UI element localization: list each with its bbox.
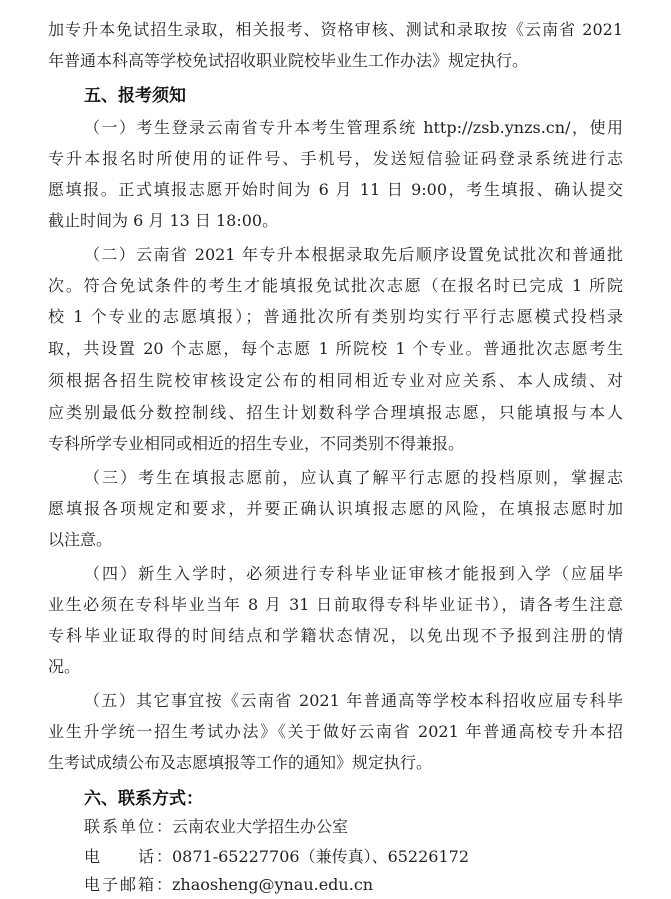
item-2-line-4: 取，共设置 20 个志愿，每个志愿 1 所院校 1 个专业。普通批次志愿考生 bbox=[48, 339, 623, 358]
item-2-line-2: 次。符合免试条件的考生才能填报免试批次志愿（在报名时已完成 1 所院 bbox=[48, 276, 623, 295]
item-4-line-2: 业生必须在专科毕业当年 8 月 31 日前取得专科毕业证书），请各考生注意 bbox=[48, 595, 623, 614]
section-5-heading: 五、报考须知 bbox=[84, 86, 186, 106]
item-1-line-3: 愿填报。正式填报志愿开始时间为 6 月 11 日 9:00，考生填报、确认提交 bbox=[48, 180, 623, 199]
item-4-line-4: 况。 bbox=[48, 657, 81, 676]
item-4-line-3: 专科毕业证取得的时间结点和学籍状态情况，以免出现不予报到注册的情 bbox=[48, 626, 623, 645]
item-5-line-3: 生考试成绩公布及志愿填报等工作的通知》规定执行。 bbox=[48, 753, 433, 772]
intro-line-2: 年普通本科高等学校免试招收职业院校毕业生工作办法》规定执行。 bbox=[48, 51, 529, 70]
contact-unit-label: 联系单位： bbox=[84, 817, 172, 836]
contact-phone-label: 电 话： bbox=[84, 847, 172, 866]
item-3-line-2: 愿填报各项规定和要求，并要正确认识填报志愿的风险，在填报志愿时加 bbox=[48, 499, 623, 518]
intro-line-1: 加专升本免试招生录取，相关报考、资格审核、测试和录取按《云南省 2021 bbox=[48, 20, 623, 39]
item-2-line-1: （二）云南省 2021 年专升本根据录取先后顺序设置免试批次和普通批 bbox=[84, 245, 623, 264]
item-3-line-1: （三）考生在填报志愿前，应认真了解平行志愿的投档原则，掌握志 bbox=[84, 468, 623, 487]
contact-email-row bbox=[84, 875, 373, 895]
contact-email-label: 电子邮箱： bbox=[84, 875, 172, 894]
contact-unit-value: 云南农业大学招生办公室 bbox=[172, 817, 349, 836]
item-1-line-4: 截止时间为 6 月 13 日 18:00。 bbox=[48, 211, 279, 230]
item-1-line-2: 专升本报名时所使用的证件号、手机号，发送短信验证码登录系统进行志 bbox=[48, 149, 623, 168]
item-5-line-1: （五）其它事宜按《云南省 2021 年普通高等学校本科招收应届专科毕 bbox=[84, 691, 623, 710]
item-4-line-1: （四）新生入学时，必须进行专科毕业证审核才能报到入学（应届毕 bbox=[84, 564, 623, 583]
item-2-line-7: 专科所学专业相同或相近的招生专业，不同类别不得兼报。 bbox=[48, 434, 465, 453]
contact-unit-row bbox=[84, 817, 348, 837]
item-1-line-1: （一）考生登录云南省专升本考生管理系统 http://zsb.ynzs.cn/，使用 bbox=[84, 118, 623, 137]
contact-phone-row bbox=[84, 847, 469, 867]
section-6-heading: 六、联系方式： bbox=[84, 789, 203, 809]
item-2-line-5: 须根据各招生院校审核设定公布的相同相近专业对应关系、本人成绩、对 bbox=[48, 371, 623, 390]
item-2-line-6: 应类别最低分数控制线、招生计划数科学合理填报志愿，只能填报与本人 bbox=[48, 403, 623, 422]
item-5-line-2: 业生升学统一招生考试办法》《关于做好云南省 2021 年普通高校专升本招 bbox=[48, 722, 623, 741]
item-2-line-3: 校 1 个专业的志愿填报）；普通批次所有类别均实行平行志愿模式投档录 bbox=[48, 307, 623, 326]
contact-email-value: zhaosheng@ynau.edu.cn bbox=[172, 875, 374, 894]
item-3-line-3: 以注意。 bbox=[48, 530, 113, 549]
contact-phone-value: 0871-65227706（兼传真）、65226172 bbox=[172, 847, 470, 866]
